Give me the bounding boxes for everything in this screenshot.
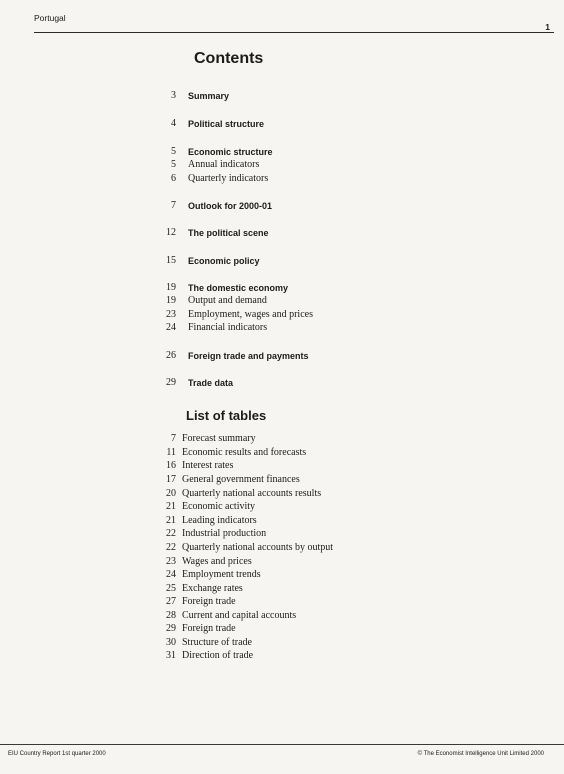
table-entry[interactable] [150,527,370,541]
entry-page: 7 [171,433,176,444]
entry-page: 19 [166,282,176,293]
contents-entry[interactable] [150,158,370,172]
entry-page: 5 [171,159,176,170]
entry-page: 16 [166,460,176,471]
contents-entry[interactable] [150,226,370,240]
entry-label: Outlook for 2000-01 [188,201,273,211]
entry-page: 17 [166,474,176,485]
table-entry[interactable] [150,446,370,460]
entry-label: Foreign trade [182,596,236,607]
table-entry[interactable] [150,500,370,514]
entry-page: 31 [166,650,176,661]
entry-page: 12 [166,227,176,238]
table-entry[interactable] [150,541,370,555]
entry-page: 27 [166,596,176,607]
entry-label: Employment trends [182,569,261,580]
table-entry[interactable] [150,609,370,623]
entry-page: 21 [166,515,176,526]
entry-page: 15 [166,255,176,266]
table-entry[interactable] [150,636,370,650]
entry-label: Leading indicators [182,515,257,526]
entry-page: 5 [171,146,176,157]
contents-entry[interactable] [150,281,370,295]
footer-copyright: © The Economist Intelligence Unit Limited 2000 [417,751,544,757]
entry-page: 29 [166,623,176,634]
entry-label: Interest rates [182,460,234,471]
contents-entry[interactable] [150,199,370,213]
contents-entry[interactable] [150,376,370,390]
contents-entry[interactable] [150,294,370,308]
table-entry[interactable] [150,432,370,446]
entry-page: 24 [166,322,176,333]
entry-label: Forecast summary [182,433,256,444]
entry-label: Structure of trade [182,637,252,648]
entry-label: Economic results and forecasts [182,447,307,458]
table-entry[interactable] [150,649,370,663]
entry-page: 25 [166,583,176,594]
entry-page: 20 [166,488,176,499]
table-entry[interactable] [150,487,370,501]
entry-page: 19 [166,295,176,306]
entry-page: 22 [166,542,176,553]
entry-label: Current and capital accounts [182,610,297,621]
entry-page: 21 [166,501,176,512]
table-entry[interactable] [150,514,370,528]
table-entry[interactable] [150,582,370,596]
entry-label: Wages and prices [182,556,252,567]
entry-label: Exchange rates [182,583,243,594]
entry-label: Industrial production [182,528,267,539]
table-entry[interactable] [150,555,370,569]
entry-page: 28 [166,610,176,621]
entry-label: Employment, wages and prices [188,309,313,320]
entry-label: Financial indicators [188,322,268,333]
contents-entry[interactable] [150,308,370,322]
entry-label: General government finances [182,474,300,485]
entry-page: 22 [166,528,176,539]
contents-entry[interactable] [150,349,370,363]
entry-page: 6 [171,173,176,184]
entry-label: Annual indicators [188,159,260,170]
entry-page: 11 [166,447,176,458]
contents-title: Contents [194,50,264,67]
contents-entry[interactable] [150,321,370,335]
contents-entry[interactable] [150,172,370,186]
header-page-number: 1 [545,22,550,32]
contents-entry[interactable] [150,254,370,268]
entry-label: Direction of trade [182,650,254,661]
entry-label: Economic activity [182,501,256,512]
table-entry[interactable] [150,473,370,487]
entry-label: The domestic economy [188,283,289,293]
entry-page: 26 [166,350,176,361]
entry-label: Foreign trade and payments [188,351,309,361]
entry-label: Quarterly national accounts by output [182,542,334,553]
entry-page: 4 [171,118,176,129]
table-entry[interactable] [150,568,370,582]
entry-label: Quarterly indicators [188,173,269,184]
header-country: Portugal [34,13,66,23]
entry-page: 7 [171,200,176,211]
entry-page: 23 [166,556,176,567]
entry-page: 29 [166,377,176,388]
entry-label: Economic structure [188,147,273,157]
table-entry[interactable] [150,595,370,609]
page-footer [0,744,564,765]
footer-publication: EIU Country Report 1st quarter 2000 [8,751,106,757]
entry-label: Economic policy [188,256,260,266]
list-of-tables-title: List of tables [186,408,267,423]
entry-page: 30 [166,637,176,648]
entry-label: The political scene [188,228,269,238]
contents-entry[interactable] [150,145,370,159]
contents-entry[interactable] [150,117,370,131]
table-entry[interactable] [150,622,370,636]
entry-label: Output and demand [188,295,267,306]
entry-page: 24 [166,569,176,580]
entry-label: Foreign trade [182,623,236,634]
entry-label: Trade data [188,378,234,388]
entry-label: Summary [188,91,230,101]
entry-page: 23 [166,309,176,320]
entry-label: Political structure [188,119,265,129]
entry-label: Quarterly national accounts results [182,488,322,499]
page-header [34,10,554,33]
table-entry[interactable] [150,459,370,473]
entry-page: 3 [171,90,176,101]
contents-entry[interactable] [150,89,370,103]
